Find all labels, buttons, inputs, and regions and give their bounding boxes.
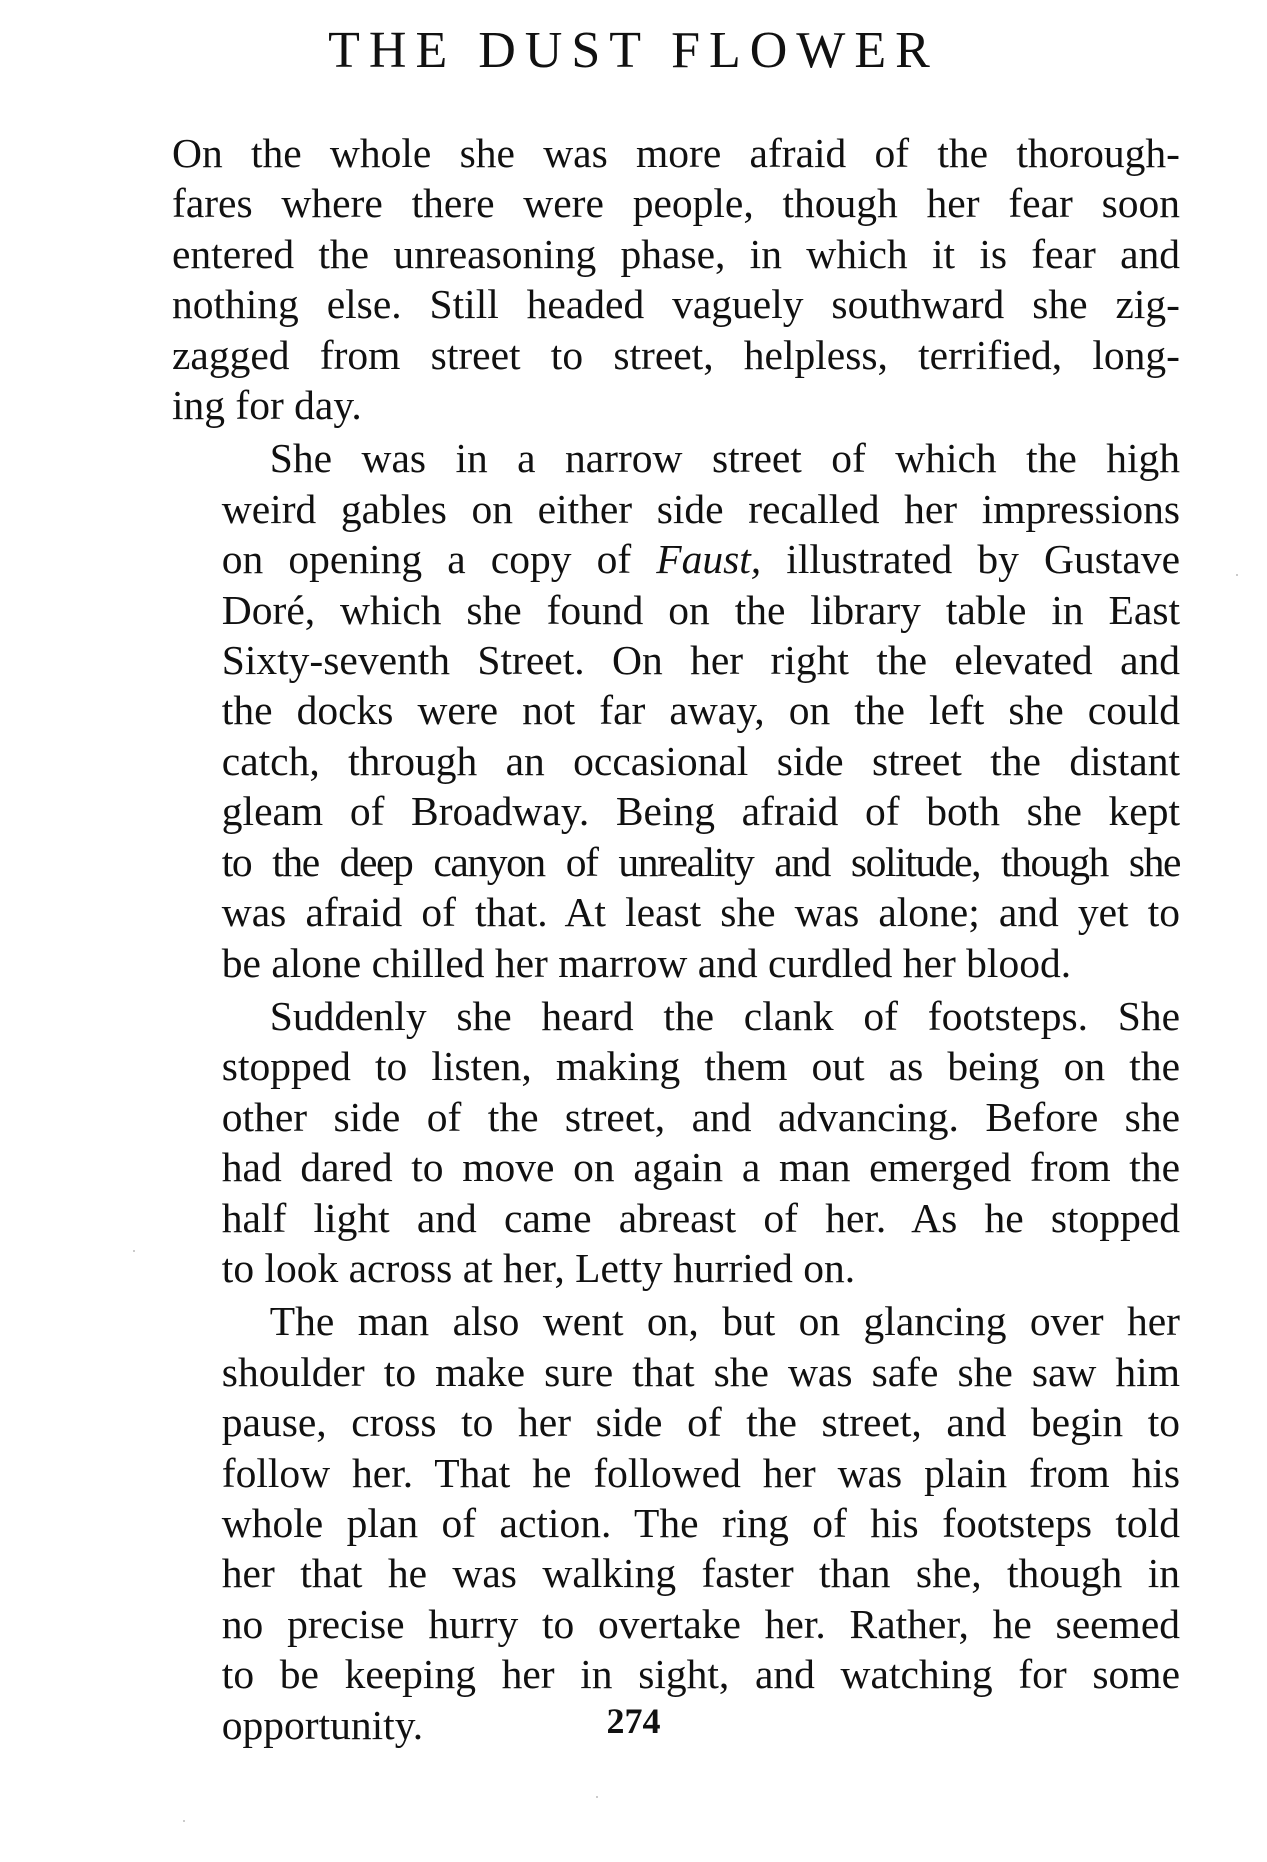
text-line: catch, through an occasional side street the distant	[221, 737, 1180, 784]
text-line: She was in a narrow street of which the high	[269, 435, 1180, 482]
text-line: On the whole she was more afraid of the thorough-	[172, 130, 1180, 176]
line-suffix: illustrated by Gustave	[761, 536, 1181, 583]
paper-speck	[183, 1820, 185, 1822]
text-line: follow her. That he followed her was plain from his	[221, 1449, 1180, 1496]
text-line: ing for day.	[172, 382, 362, 429]
paragraph-2	[172, 433, 1180, 987]
paper-speck	[1236, 574, 1238, 576]
text-line: pause, cross to her side of the street, and begin to	[221, 1399, 1180, 1446]
text-line: half light and came abreast of her. As he stopped	[221, 1194, 1180, 1241]
text-line: be alone chilled her marrow and curdled her blood.	[221, 939, 1072, 986]
text-line: to look across at her, Letty hurried on.	[221, 1244, 856, 1291]
text-line: other side of the street, and advancing. Before she	[221, 1093, 1180, 1140]
text-line: no precise hurry to overtake her. Rather, he seemed	[221, 1600, 1180, 1647]
text-line: weird gables on either side recalled her impressions	[221, 485, 1180, 532]
text-line: to be keeping her in sight, and watching for some	[221, 1651, 1180, 1698]
text-line: the docks were not far away, on the left she could	[221, 687, 1180, 734]
text-line: shoulder to make sure that she was safe she saw him	[221, 1348, 1180, 1395]
line-prefix: on opening a copy of	[221, 536, 657, 583]
paragraph-3	[172, 991, 1180, 1293]
body-text	[172, 128, 1180, 1753]
text-line: entered the unreasoning phase, in which it is fear and	[172, 230, 1180, 277]
text-line: to the deep canyon of unreality and solitude, though she	[221, 838, 1180, 885]
paper-speck	[133, 1250, 135, 1252]
text-line: zagged from street to street, helpless, terrified, long-	[172, 331, 1180, 378]
text-line: fares where there were people, though her fear soon	[172, 180, 1180, 227]
text-line: Doré, which she found on the library table in East	[221, 586, 1180, 633]
text-line: Suddenly she heard the clank of footsteps. She	[269, 992, 1180, 1039]
text-line: nothing else. Still headed vaguely southward she zig-	[172, 281, 1180, 328]
paragraph-4	[172, 1296, 1180, 1750]
paragraph-1	[172, 128, 1180, 430]
text-line: whole plan of action. The ring of his footsteps told	[221, 1499, 1180, 1546]
paper-speck	[596, 1796, 598, 1798]
text-line: The man also went on, but on glancing over her	[269, 1298, 1180, 1345]
text-line: was afraid of that. At least she was alone; and yet to	[221, 889, 1180, 936]
text-line: Sixty-seventh Street. On her right the elevated and	[221, 637, 1180, 684]
page-number: 274	[606, 1701, 661, 1741]
text-line-with-italic	[172, 534, 1180, 584]
text-line: gleam of Broadway. Being afraid of both she kept	[221, 788, 1180, 835]
text-line: opportunity.	[221, 1701, 424, 1748]
running-head: THE DUST FLOWER	[328, 22, 939, 79]
text-line: stopped to listen, making them out as being on the	[221, 1043, 1180, 1090]
text-line: had dared to move on again a man emerged from the	[221, 1144, 1180, 1191]
book-title-italic: Faust,	[656, 536, 762, 583]
text-line: her that he was walking faster than she, though in	[221, 1550, 1180, 1597]
